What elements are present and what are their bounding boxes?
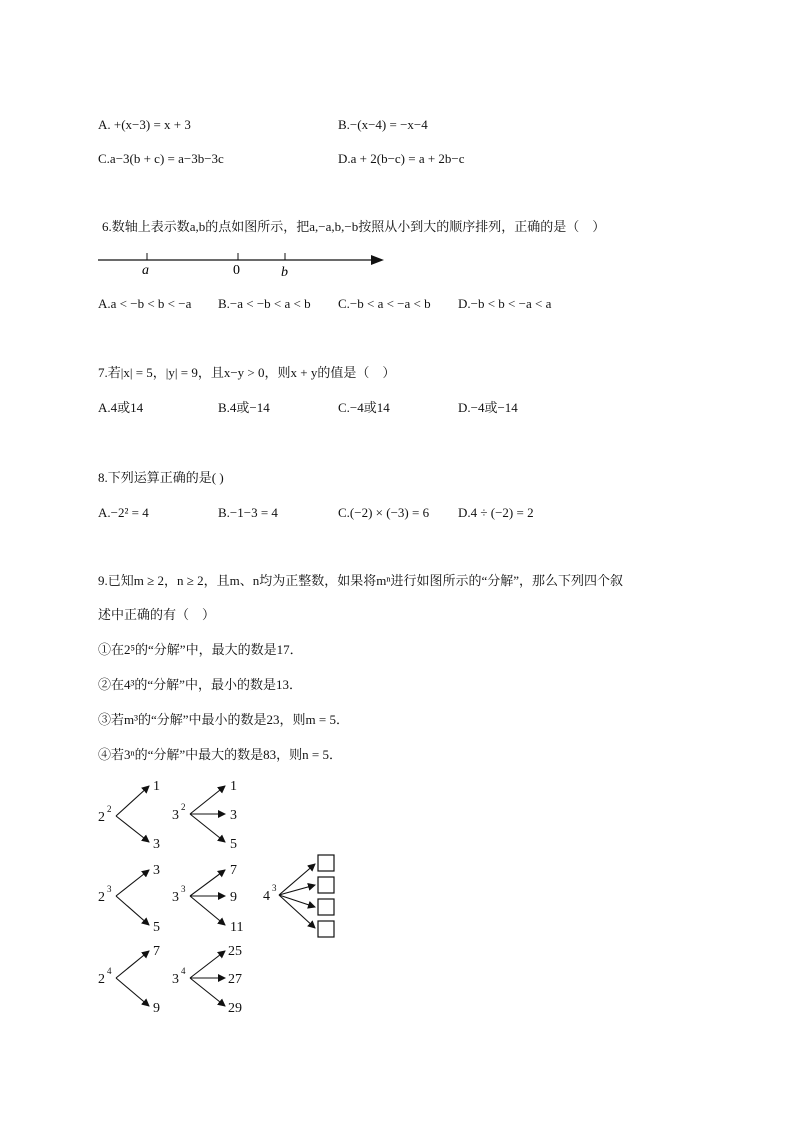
exponent: 2 bbox=[107, 804, 112, 814]
term: 29 bbox=[228, 1001, 242, 1016]
label-a: a bbox=[142, 263, 149, 278]
q5-option-a: A. +(x−3) = x + 3 bbox=[98, 117, 191, 132]
exponent: 2 bbox=[181, 802, 186, 812]
q6-option-c: C.−b < a < −a < b bbox=[338, 296, 431, 311]
term: 25 bbox=[228, 944, 242, 959]
q8-option-a: A.−2² = 4 bbox=[98, 505, 149, 520]
q9-statement-2: ②在4³的“分解”中，最小的数是13． bbox=[98, 677, 302, 692]
q5-option-c: C.a−3(b + c) = a−3b−3c bbox=[98, 151, 224, 166]
base: 3 bbox=[172, 890, 179, 905]
term: 9 bbox=[230, 890, 237, 905]
arrow bbox=[279, 895, 315, 928]
q9-stem-line2: 述中正确的有（ ） bbox=[98, 607, 216, 622]
term: 5 bbox=[153, 920, 160, 935]
arrow bbox=[190, 978, 225, 1006]
exponent: 3 bbox=[107, 884, 112, 894]
arrow bbox=[279, 895, 315, 907]
arrow bbox=[116, 786, 149, 816]
q5-option-b: B.−(x−4) = −x−4 bbox=[338, 117, 428, 132]
arrow bbox=[116, 870, 149, 896]
term: 27 bbox=[228, 972, 242, 987]
q6-option-b: B.−a < −b < a < b bbox=[218, 296, 311, 311]
q8-stem: 8.下列运算正确的是( ) bbox=[98, 470, 224, 485]
q9-stem-line1: 9.已知m ≥ 2，n ≥ 2，且m、n均为正整数，如果将mⁿ进行如图所示的“分解”，那么下列四个叙 bbox=[98, 573, 623, 588]
base: 3 bbox=[172, 972, 179, 987]
arrow bbox=[190, 951, 225, 978]
q5-option-d: D.a + 2(b−c) = a + 2b−c bbox=[338, 151, 465, 166]
term: 9 bbox=[153, 1001, 160, 1016]
arrow bbox=[116, 896, 149, 925]
answer-box bbox=[318, 877, 334, 893]
arrow bbox=[116, 978, 149, 1006]
q7-option-c: C.−4或14 bbox=[338, 400, 390, 415]
q9-statement-1: ①在2⁵的“分解”中，最大的数是17． bbox=[98, 642, 303, 657]
label-zero: 0 bbox=[233, 263, 240, 278]
q9-statement-4: ④若3ⁿ的“分解”中最大的数是83，则n = 5． bbox=[98, 747, 342, 762]
exponent: 4 bbox=[181, 966, 186, 976]
q6-stem: 6.数轴上表示数a,b的点如图所示，把a,−a,b,−b按照从小到大的顺序排列，正确的是（ ） bbox=[102, 219, 606, 234]
q6-option-d: D.−b < b < −a < a bbox=[458, 296, 552, 311]
arrow bbox=[116, 951, 149, 978]
arrow bbox=[116, 816, 149, 842]
base: 2 bbox=[98, 972, 105, 987]
answer-box bbox=[318, 899, 334, 915]
base: 4 bbox=[263, 889, 270, 904]
q7-stem: 7.若|x| = 5，|y| = 9，且x−y > 0，则x + y的值是（ ） bbox=[98, 365, 396, 380]
term: 3 bbox=[153, 837, 160, 852]
term: 7 bbox=[153, 944, 160, 959]
base: 2 bbox=[98, 810, 105, 825]
answer-box bbox=[318, 921, 334, 937]
term: 1 bbox=[153, 779, 160, 794]
exponent: 4 bbox=[107, 966, 112, 976]
term: 7 bbox=[230, 863, 237, 878]
base: 2 bbox=[98, 890, 105, 905]
q9-statement-3: ③若m³的“分解”中最小的数是23，则m = 5． bbox=[98, 712, 349, 727]
q8-option-d: D.4 ÷ (−2) = 2 bbox=[458, 505, 534, 520]
q8-option-c: C.(−2) × (−3) = 6 bbox=[338, 505, 430, 520]
term: 5 bbox=[230, 837, 237, 852]
arrow bbox=[190, 814, 225, 842]
q6-option-a: A.a < −b < b < −a bbox=[98, 296, 192, 311]
arrow bbox=[190, 786, 225, 814]
answer-box bbox=[318, 855, 334, 871]
term: 1 bbox=[230, 779, 237, 794]
arrow bbox=[190, 870, 225, 896]
q7-option-b: B.4或−14 bbox=[218, 400, 270, 415]
term: 11 bbox=[230, 920, 244, 935]
term: 3 bbox=[230, 808, 237, 823]
q7-option-a: A.4或14 bbox=[98, 400, 144, 415]
label-b: b bbox=[281, 265, 288, 280]
q8-option-b: B.−1−3 = 4 bbox=[218, 505, 278, 520]
exponent: 3 bbox=[181, 884, 186, 894]
exponent: 3 bbox=[272, 883, 277, 893]
base: 3 bbox=[172, 808, 179, 823]
term: 3 bbox=[153, 863, 160, 878]
arrow bbox=[190, 896, 225, 925]
q7-option-d: D.−4或−14 bbox=[458, 400, 518, 415]
